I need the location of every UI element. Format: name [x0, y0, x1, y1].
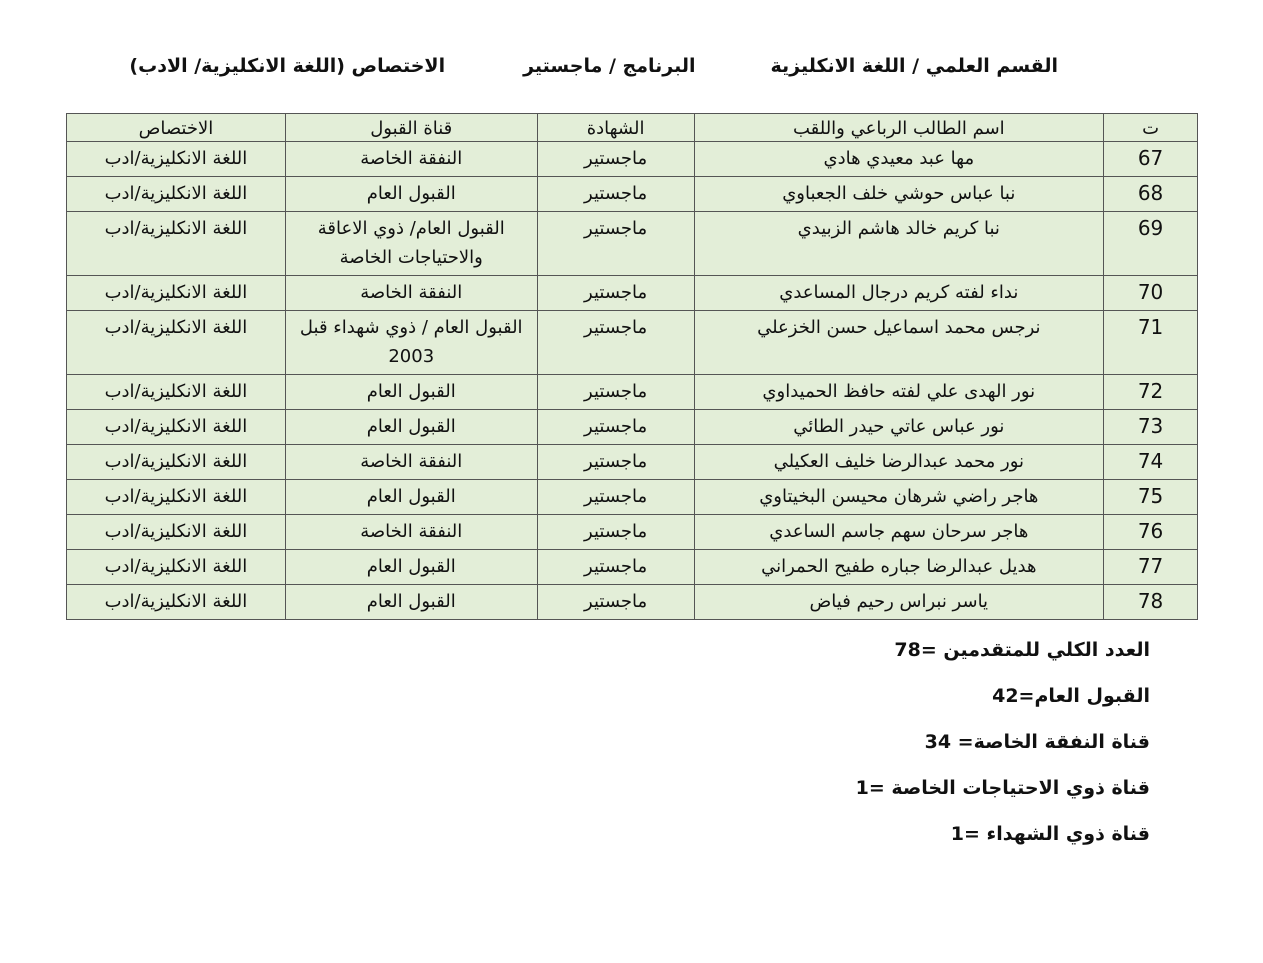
specialization: اللغة الانكليزية/ادب: [67, 550, 286, 585]
summary-general: القبول العام=42: [992, 685, 1150, 707]
admission-channel: القبول العام: [285, 177, 537, 212]
admission-channel: القبول العام: [285, 550, 537, 585]
student-name: نور عباس عاتي حيدر الطائي: [694, 410, 1104, 445]
table-header-row: [67, 114, 1198, 142]
table-row: [67, 276, 1198, 311]
summary-total: العدد الكلي للمتقدمين =78: [894, 639, 1150, 661]
table-row: [67, 375, 1198, 410]
admission-channel: النفقة الخاصة: [285, 142, 537, 177]
student-name: ياسر نبراس رحيم فياض: [694, 585, 1104, 620]
admission-channel: القبول العام: [285, 410, 537, 445]
degree: ماجستير: [537, 375, 694, 410]
column-header-number: ت: [1104, 114, 1198, 142]
row-number: 69: [1104, 212, 1198, 276]
header-program: البرنامج / ماجستير: [523, 55, 696, 77]
student-name: نور محمد عبدالرضا خليف العكيلي: [694, 445, 1104, 480]
summary-block: [856, 633, 1150, 863]
column-header-specialization: الاختصاص: [67, 114, 286, 142]
degree: ماجستير: [537, 177, 694, 212]
specialization: اللغة الانكليزية/ادب: [67, 276, 286, 311]
row-number: 78: [1104, 585, 1198, 620]
table-row: [67, 515, 1198, 550]
row-number: 74: [1104, 445, 1198, 480]
summary-private: قناة النفقة الخاصة= 34: [924, 731, 1150, 753]
degree: ماجستير: [537, 515, 694, 550]
row-number: 73: [1104, 410, 1198, 445]
student-name: هاجر راضي شرهان محيسن البخيتاوي: [694, 480, 1104, 515]
degree: ماجستير: [537, 445, 694, 480]
row-number: 77: [1104, 550, 1198, 585]
row-number: 68: [1104, 177, 1198, 212]
admission-channel: القبول العام: [285, 585, 537, 620]
row-number: 71: [1104, 311, 1198, 375]
student-name: هديل عبدالرضا جباره طفيح الحمراني: [694, 550, 1104, 585]
specialization: اللغة الانكليزية/ادب: [67, 585, 286, 620]
row-number: 70: [1104, 276, 1198, 311]
admission-channel: القبول العام: [285, 480, 537, 515]
row-number: 76: [1104, 515, 1198, 550]
specialization: اللغة الانكليزية/ادب: [67, 311, 286, 375]
degree: ماجستير: [537, 550, 694, 585]
summary-special-needs: قناة ذوي الاحتياجات الخاصة =1: [855, 777, 1150, 799]
student-name: نور الهدى علي لفته حافظ الحميداوي: [694, 375, 1104, 410]
degree: ماجستير: [537, 276, 694, 311]
specialization: اللغة الانكليزية/ادب: [67, 212, 286, 276]
row-number: 67: [1104, 142, 1198, 177]
degree: ماجستير: [537, 212, 694, 276]
student-name: نداء لفته كريم درجال المساعدي: [694, 276, 1104, 311]
student-name: هاجر سرحان سهم جاسم الساعدي: [694, 515, 1104, 550]
degree: ماجستير: [537, 311, 694, 375]
admission-channel: النفقة الخاصة: [285, 445, 537, 480]
specialization: اللغة الانكليزية/ادب: [67, 177, 286, 212]
table-row: [67, 142, 1198, 177]
row-number: 75: [1104, 480, 1198, 515]
degree: ماجستير: [537, 585, 694, 620]
table-row: [67, 212, 1198, 276]
specialization: اللغة الانكليزية/ادب: [67, 142, 286, 177]
degree: ماجستير: [537, 480, 694, 515]
admission-channel: القبول العام: [285, 375, 537, 410]
specialization: اللغة الانكليزية/ادب: [67, 410, 286, 445]
row-number: 72: [1104, 375, 1198, 410]
admission-channel: النفقة الخاصة: [285, 515, 537, 550]
table-row: [67, 177, 1198, 212]
student-name: مها عبد معيدي هادي: [694, 142, 1104, 177]
specialization: اللغة الانكليزية/ادب: [67, 445, 286, 480]
header-specialization: الاختصاص (اللغة الانكليزية/ الادب): [129, 55, 446, 77]
table-row: [67, 311, 1198, 375]
student-name: نرجس محمد اسماعيل حسن الخزعلي: [694, 311, 1104, 375]
admission-channel: النفقة الخاصة: [285, 276, 537, 311]
table-row: [67, 480, 1198, 515]
degree: ماجستير: [537, 142, 694, 177]
admission-channel: القبول العام / ذوي شهداء قبل 2003: [285, 311, 537, 375]
student-name: نبا كريم خالد هاشم الزبيدي: [694, 212, 1104, 276]
degree: ماجستير: [537, 410, 694, 445]
table-row: [67, 585, 1198, 620]
admission-channel: القبول العام/ ذوي الاعاقة والاحتياجات الخاصة: [285, 212, 537, 276]
specialization: اللغة الانكليزية/ادب: [67, 515, 286, 550]
students-table: [66, 113, 1198, 620]
specialization: اللغة الانكليزية/ادب: [67, 480, 286, 515]
table-row: [67, 550, 1198, 585]
column-header-channel: قناة القبول: [285, 114, 537, 142]
table-row: [67, 445, 1198, 480]
column-header-name: اسم الطالب الرباعي واللقب: [694, 114, 1104, 142]
header-department: القسم العلمي / اللغة الانكليزية: [770, 55, 1058, 77]
student-name: نبا عباس حوشي خلف الجعباوي: [694, 177, 1104, 212]
column-header-degree: الشهادة: [537, 114, 694, 142]
summary-martyrs: قناة ذوي الشهداء =1: [950, 823, 1150, 845]
document-header: [129, 55, 1058, 77]
table-row: [67, 410, 1198, 445]
specialization: اللغة الانكليزية/ادب: [67, 375, 286, 410]
